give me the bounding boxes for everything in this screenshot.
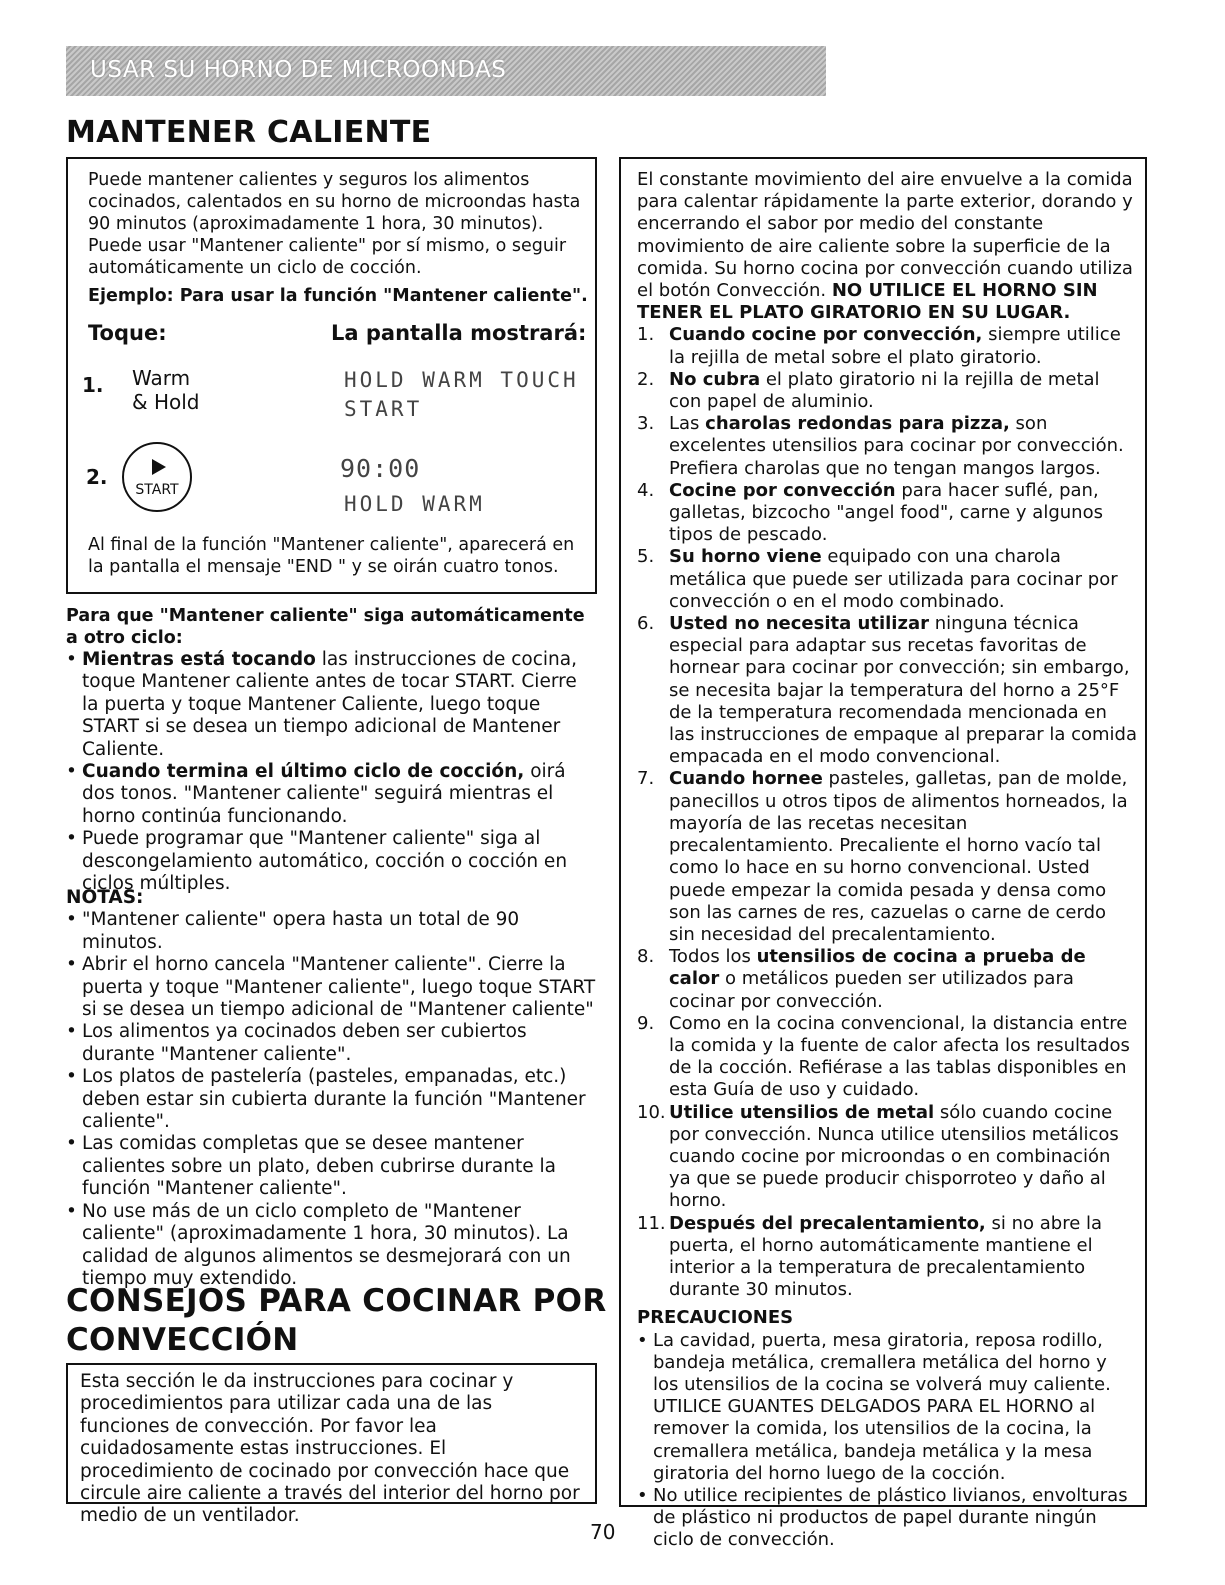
tip-number: 11. [637,1212,666,1234]
tip-text: ninguna técnica especial para adaptar sus recetas favoritas de hornear para cocinar por convección; sin embargo, se necesita bajar la temperatura del horno a 25°F de la temperatura recomendada mencionada en las instrucciones de empaque al preparar la comida empacada en el modo convencional. [669,613,1138,768]
tip-number: 5. [637,546,655,568]
tip-lead: Su horno viene [669,546,822,568]
tip-item [637,413,1137,480]
list-item: • Abrir el horno cancela "Mantener caliente". Cierre la puerta y toque "Mantener caliente", luego toque START si se desea un tiempo adicional de "Mantener caliente" [66,954,596,1021]
tip-text: o metálicos pueden ser utilizados para cocinar por convección. [669,968,1074,1012]
tip-number: 1. [637,324,655,346]
warm-intro: Puede mantener calientes y seguros los alimentos cocinados, calentados en su horno de microondas hasta 90 minutos (aproximadamente 1 hora, 30 minutos). Puede usar "Mantener caliente" por sí mismo, o seguir automáticamente un ciclo de cocción. [88,170,581,278]
auto-follow-title: Para que "Mantener caliente" siga automáticamente a otro ciclo: [66,606,585,648]
tip-item [637,369,1137,413]
convection-intro-box [66,1363,597,1527]
warm-box [66,157,597,594]
tip-number: 7. [637,768,655,790]
auto-follow-list [66,649,596,895]
tip-lead: Utilice utensilios de metal [669,1101,935,1123]
tip-text: sólo cuando cocine por convección. Nunca utilice utensilios metálicos cuando cocine por microondas o en combinación ya que se puede producir chisporroteo y daño al horno. [669,1101,1119,1212]
tip-text: Como en la cocina convencional, la distancia entre la comida y la fuente de calor afecta los resultados de la cocción. Refiérase a las tablas disponibles en esta Guía de uso y cuidado. [669,1012,1130,1101]
tip-number: 9. [637,1012,655,1034]
auto-follow-section [66,606,596,895]
list-item: • Mientras está tocando las instrucciones de cocina, toque Mantener caliente antes de tocar START. Cierre la puerta y toque Mantener Caliente, luego toque START si se desea un tiempo adicional de Mantener Caliente. [66,649,596,761]
tip-item [637,1213,1137,1302]
tip-item [637,613,1137,768]
play-icon [152,459,166,475]
warm-end-note: Al final de la función "Mantener caliente", aparecerá en la pantalla el mensaje "END " y se oirán cuatro tonos. [88,535,575,577]
convection-intro: Esta sección le da instrucciones para cocinar y procedimientos para utilizar cada una de las funciones de convección. Por favor lea cuidadosamente estas instrucciones. El procedimiento de cocinado por convección hace que circule aire caliente a través del interior del horno por medio de un ventilador. [80,1371,580,1527]
notes-title: NOTAS: [66,887,144,908]
tip-number: 8. [637,946,655,968]
section-banner [66,46,826,96]
tip-lead: Cuando hornee [669,768,823,790]
tip-text: pasteles, galletas, pan de molde, panecillos u otros tipos de alimentos horneados, la mayoría de las recetas necesitan precalentamiento. Precaliente el horno vacío tal como lo hace en su horno convencional. Usted puede empezar la comida pesada y densa como son las carnes de res, cazuelas o carne de cerdo sin necesidad del precalentamiento. [669,768,1128,945]
tip-pre: Todos los [669,946,757,968]
tip-lead: Cuando cocine por convección, [669,324,983,346]
tip-item [637,546,1137,613]
display-time: 90:00 [340,454,421,483]
convection-tips-intro: El constante movimiento del aire envuelve a la comida para calentar rápidamente la parte exterior, dorando y encerrando el sabor por medio del constante movimiento de aire caliente sobre la superficie de la comida. Su horno cocina por convección cuando utiliza el botón Convección. NO UTILICE EL HORNO SIN TENER EL PLATO GIRATORIO EN SU LUGAR. [637,169,1133,324]
display-hold-warm-touch: HOLD WARM TOUCH [344,368,579,392]
tip-item [637,1102,1137,1213]
list-item: • Los platos de pastelería (pasteles, empanadas, etc.) deben estar sin cubierta durante la función "Mantener caliente". [66,1066,596,1133]
start-key-button [122,442,192,512]
col-touch-header: Toque: [88,321,167,345]
convection-title-line1: CONSEJOS PARA COCINAR POR [66,1283,607,1319]
tip-text: siempre utilice la rejilla de metal sobre el plato giratorio. [669,324,1121,368]
tip-lead: Cocine por convección [669,479,896,501]
step-2-number: 2. [86,465,108,489]
tip-number: 2. [637,368,655,390]
list-item: • "Mantener caliente" opera hasta un total de 90 minutos. [66,909,596,954]
display-hold-warm: HOLD WARM [344,492,485,516]
list-item: • No use más de un ciclo completo de "Mantener caliente" (aproximadamente 1 hora, 30 minutos). La calidad de algunos alimentos se desmejorará con un tiempo muy extendido. [66,1201,596,1291]
tip-lead: charolas redondas para pizza, [705,413,1010,435]
tip-number: 10. [637,1101,666,1123]
tip-text: son excelentes utensilios para cocinar por convección. Prefiera charolas que no tengan mangos largos. [669,413,1124,479]
convection-title-line2: CONVECCIÓN [66,1322,299,1358]
notes-list [66,909,596,1290]
tip-lead: No cubra [669,368,761,390]
step-1-number: 1. [82,373,104,397]
notes-section [66,887,596,1290]
list-item: • No utilice recipientes de plástico livianos, envolturas de plástico ni productos de papel durante ningún ciclo de convección. [637,1485,1137,1552]
tip-number: 4. [637,479,655,501]
warm-hold-key-line2: & Hold [132,390,200,414]
tip-number: 6. [637,613,655,635]
convection-tips-content [637,169,1137,1552]
example-title: Ejemplo: Para usar la función "Mantener caliente". [88,286,588,306]
list-item: • Las comidas completas que se desee mantener calientes sobre un plato, deben cubrirse durante la función "Mantener caliente". [66,1133,596,1200]
tip-lead: utensilios de cocina a prueba de calor [669,946,1086,990]
warm-title: MANTENER CALIENTE [66,115,432,150]
tip-number: 3. [637,413,655,435]
col-display-header: La pantalla mostrará: [331,321,587,345]
banner-title: USAR SU HORNO DE MICROONDAS [90,57,507,83]
tip-item [637,946,1137,1013]
tip-item [637,480,1137,547]
convection-tips-box [619,157,1147,1551]
tip-pre: Las [669,413,706,435]
tip-item [637,324,1137,368]
tip-item [637,768,1137,946]
start-key-label: START [135,482,179,498]
tip-text: el plato giratorio ni la rejilla de metal con papel de aluminio. [669,368,1100,413]
list-item: • Puede programar que "Mantener caliente" siga al descongelamiento automático, cocción o cocción en ciclos múltiples. [66,828,596,895]
tip-lead: Usted no necesita utilizar [669,613,929,635]
tip-item [637,1013,1137,1102]
list-item: • Los alimentos ya cocinados deben ser cubiertos durante "Mantener caliente". [66,1021,596,1066]
list-item: • La cavidad, puerta, mesa giratoria, reposa rodillo, bandeja metálica, cremallera metálica del horno y los utensilios de la cocina se volverá muy caliente. UTILICE GUANTES DELGADOS PARA EL HORNO al remover la comida, los utensilios de la cocina, la cremallera metálica, bandeja metálica y la mesa giratoria del horno luego de la cocción. [637,1330,1137,1485]
convection-tips-list [637,324,1137,1301]
display-start: START [344,397,423,421]
precautions-title: PRECAUCIONES [637,1307,794,1329]
tip-text: equipado con una charola metálica que puede ser utilizada para cocinar por convección o en el modo combinado. [669,546,1118,612]
warm-hold-key-line1: Warm [132,366,191,390]
page-number: 70 [590,1520,616,1544]
tip-lead: Después del precalentamiento, [669,1212,986,1234]
precautions-list [637,1330,1137,1552]
list-item: • Cuando termina el último ciclo de cocción, oirá dos tonos. "Mantener caliente" seguirá mientras el horno continúa funcionando. [66,761,596,828]
tip-text: si no abre la puerta, el horno automáticamente mantiene el interior a la temperatura de precalentamiento durante 30 minutos. [669,1212,1103,1301]
tip-text: para hacer suflé, pan, galletas, bizcocho "angel food", carne y algunos tipos de pescado. [669,479,1103,546]
